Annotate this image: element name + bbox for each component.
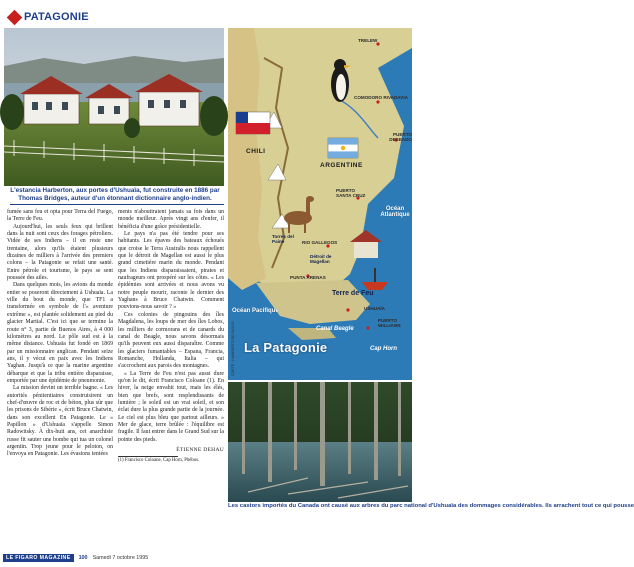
map-label-comodoro-rivadavia: COMODORO RIVADAVIA: [354, 95, 408, 100]
map-label-puerto-santa-cruz: PUERTO SANTA CRUZ: [336, 188, 366, 198]
article-column-1: [7, 209, 113, 459]
page-number: 100: [78, 555, 88, 561]
map-label-puerto-deseado: PUERTO DESEADO: [389, 132, 412, 142]
map-label-ushuaia: USHUAÏA: [364, 306, 385, 311]
page-footer: [3, 553, 148, 563]
section-title: PATAGONIE: [24, 11, 89, 23]
map-label-ocean-atlantic: Océan Atlantique: [380, 206, 410, 218]
chile-flag-icon: [236, 112, 270, 134]
map-credit: CARTE : HUMBERTO REYNOSO: [231, 321, 235, 376]
issue-date: Samedi 7 octobre 1995: [92, 555, 149, 561]
paragraph: Ces colonies de pingouins des îles Magdalena, les loups de mer des îles Lobos, les milliers de cormorans et de canards du canal de Beagle, nous savons désormais qu'ils peuvent eux aussi disparaître. Comme les glaciers fumantables – Espana, Francia, Romanche, Hollanda, Italia – qui s'accrochent aux parois des montagnes.: [118, 311, 224, 370]
paragraph: La mission devint un terrible bagne. « Les autorités pénitentiaires construisirent un chef-d'œuvre de roc et de béton, plus sûr que les prisons de Sibérie », écrit Bruce Chatwin, dans son excellent En Patagonie. Le « Papillon » d'Ushuaïa s'appelle Simon Radowitsky. À dix-huit ans, cet anarchiste russe fit sauter une bombe qui tua un colonel argentin. Trop jeune pour le peloton, on l'envoya en Patagonie. Les évasions tentées: [7, 385, 113, 458]
paragraph: Le pays n'a pas été tendre pour ses habitants. Les épaves des bateaux échoués que croise le Terra Australis nous rappellent que le détroit de Magellan est aussi le plus grand cimetière marin du monde. Pendant que les Indiens disparaissaient, pirates et naufrageurs ont prospéré sur les côtes. « Les épidémies sont arrivées et nous avons vu notre peuple mourir, raconte le dernier des Yaghans à Bruce Chatwin. Comment pouvions-nous savoir ? »: [118, 231, 224, 311]
paragraph: fumée sans feu et opta pour Terra del Fuego, la Terre de Feu.: [7, 209, 113, 223]
paragraph: ments n'aboutiraient jamais sa fois dans un monde meilleur. Après vingt ans d'enfer, il bénéficia d'une grâce présidentielle.: [118, 209, 224, 230]
map-label-terre-de-feu: Terre de Feu: [332, 290, 374, 297]
beaver-damage-photo: [228, 382, 412, 502]
paragraph: « La Terre de Feu n'est pas aussi dure qu'on le dit, écrit Francisco Coloane (1). En hiver, la neige envahit tout, mais les élés, bien que brefs, sont resplendissants de lumière ; le soleil est un vrai soleil, et son éclat dure la plus grande partie de la journée. Le ciel est plus bleu que partout ailleurs. » Mer de glace, terre brûlée : l'équilibre est fragile. Il faut entrer dans le Grand Sud sur la pointe des pieds.: [118, 370, 224, 443]
estancia-photo: [4, 28, 224, 186]
paragraph: Aujourd'hui, les seuls feux qui brillent dans la nuit sont ceux des forages pétroliers. Vidée de ses Indiens – il en reste une trentaine, alors qu'ils étaient plusieurs dizaines de milliers à l'arrivée des premiers colons – la Patagonie se refait une santé. Entre pétrole et tourisme, le pays se sent poussée des ailes.: [7, 223, 113, 282]
map-label-rio-gallegos: RIO GALLEGOS: [302, 240, 338, 245]
map-label-torres-del-paine: Torres del Paine: [272, 234, 294, 244]
map-label-canal-beagle: Canal Beagle: [316, 326, 354, 332]
patagonia-map: [228, 28, 412, 380]
estancia-caption: L'estancia Harberton, aux portes d'Ushuaïa, fut construite en 1886 par Thomas Bridges, auteur d'un étonnant dictionnaire anglo-indien.: [10, 187, 220, 202]
map-label-trelew: TRELEW: [358, 38, 378, 43]
map-label-detroit-magellan: Détroit de Magellan: [310, 254, 332, 264]
map-label-cap-horn: Cap Horn: [370, 346, 397, 352]
article-column-2: [118, 209, 224, 464]
map-label-ocean-pacific: Océan Pacifique: [232, 308, 279, 314]
paragraph: Dans quelques mois, les avions du monde entier se poseront directement à Ushuaïa. La ville du bout du monde, que TF1 a transformée en symbole de l'« aventure extrême », est plantée solidement au pied du glacier Martial. C'est ici que se termine la route n° 3, partie de Buenos Aires, à 4 000 kilomètres au nord. Le pôle sud est à la même distance. Ushuaïa fut fondé en 1869 par un missionnaire anglican. Pendant seize ans, il y vécut en paix avec les Indiens Yaghan. Jusqu'à ce que la marine argentine débarque et que la tribu entière disparaisse, emportée par une épidémie de pneumonie.: [7, 282, 113, 384]
section-marker-icon: [7, 9, 23, 25]
author-signature: ÉTIENNE DEHAU: [176, 447, 224, 453]
map-label-puerto-williams: PUERTO WILLIAMS: [378, 318, 401, 328]
argentina-flag-icon: [328, 138, 358, 158]
map-label-argentine: ARGENTINE: [320, 162, 363, 169]
publication-name: LE FIGARO MAGAZINE: [3, 554, 74, 562]
beaver-caption: Les castors importés du Canada ont causé aux arbres du parc national d'Ushuaïa des dommages considérables. Ils arrachent tout ce qui pousse: [228, 503, 634, 509]
section-header: [9, 8, 89, 26]
map-label-chile: CHILI: [246, 148, 266, 155]
map-title: La Patagonie: [244, 340, 328, 355]
caption-divider: [10, 204, 224, 205]
map-label-punta-arenas: PUNTA ARENAS: [290, 275, 326, 280]
footnote: (1) Francisco Coloane, Cap Horn, Phébus.: [118, 458, 200, 464]
